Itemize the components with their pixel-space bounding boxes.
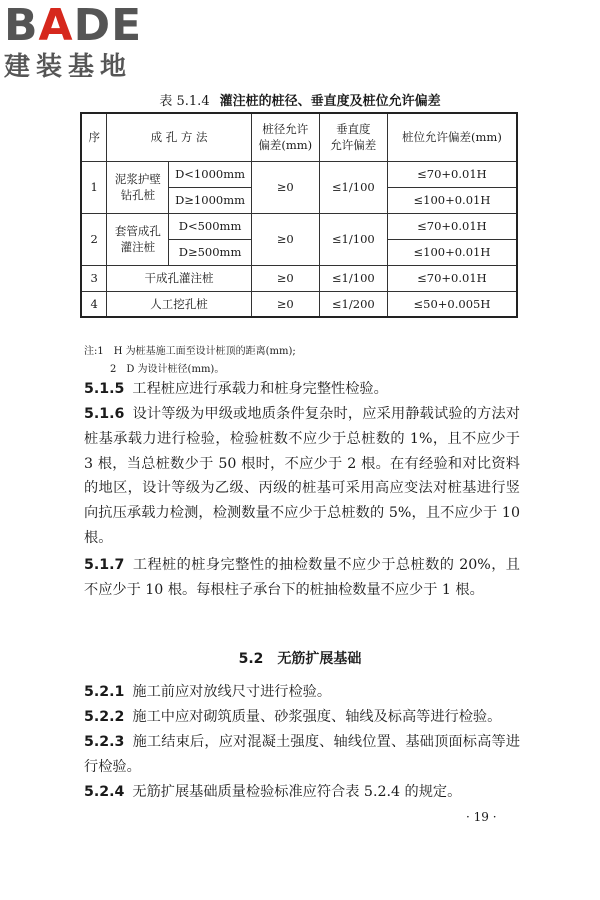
table-row <box>81 213 517 239</box>
header-position: 桩位允许偏差(mm) <box>387 113 517 161</box>
table-header-row <box>81 113 517 161</box>
cell-condition: D<1000mm <box>169 161 251 187</box>
page-number: · 19 · <box>466 810 497 824</box>
cell-verticality: ≤1/100 <box>319 265 387 291</box>
table-note-1: 注:1 H 为桩基施工面至设计桩顶的距离(mm); <box>84 346 296 357</box>
header-method: 成 孔 方 法 <box>107 113 251 161</box>
section-heading: 5.2 无筋扩展基础 <box>238 651 362 667</box>
clause-5-1-7: 5.1.7 工程桩的桩身完整性的抽检数量不应少于总桩数的 20%，且不应少于 10 根。每根柱子承台下的桩抽检数量不应少于 1 根。 <box>84 557 520 598</box>
table-caption <box>0 90 600 109</box>
cell-seq: 2 <box>81 213 107 265</box>
cell-condition: D<500mm <box>169 213 251 239</box>
cell-position: ≤70+0.01H <box>387 213 517 239</box>
cell-seq: 4 <box>81 291 107 317</box>
cell-verticality: ≤1/100 <box>319 213 387 265</box>
header-seq: 序 <box>81 113 107 161</box>
table-number: 表 5.1.4 <box>159 94 210 109</box>
cell-seq: 1 <box>81 161 107 213</box>
clause-5-2-2: 5.2.2 施工中应对砌筑质量、砂浆强度、轴线及标高等进行检验。 <box>84 709 502 725</box>
clause-5-2-3: 5.2.3 施工结束后，应对混凝土强度、轴线位置、基础顶面标高等进行检验。 <box>84 734 520 775</box>
logo-subtitle: 建装基地 <box>4 52 133 82</box>
cell-method: 套管成孔 灌注桩 <box>107 213 169 265</box>
cell-position: ≤100+0.01H <box>387 187 517 213</box>
table-row <box>81 161 517 187</box>
cell-position: ≤70+0.01H <box>387 161 517 187</box>
cell-method: 人工挖孔桩 <box>107 291 251 317</box>
header-verticality: 垂直度 允许偏差 <box>319 113 387 161</box>
cell-condition: D≥1000mm <box>169 187 251 213</box>
logo-accent-letter: A <box>38 0 74 51</box>
cell-verticality: ≤1/200 <box>319 291 387 317</box>
clause-5-2-4: 5.2.4 无筋扩展基础质量检验标准应符合表 5.2.4 的规定。 <box>84 784 462 800</box>
table-title: 灌注桩的桩径、垂直度及桩位允许偏差 <box>219 94 441 109</box>
cell-diameter: ≥0 <box>251 213 319 265</box>
cell-method: 泥浆护壁 钻孔桩 <box>107 161 169 213</box>
cell-seq: 3 <box>81 265 107 291</box>
table-row <box>81 291 517 317</box>
clause-5-1-5: 5.1.5 工程桩应进行承载力和桩身完整性检验。 <box>84 381 388 397</box>
tolerance-table <box>80 112 518 318</box>
bade-logo <box>4 2 179 86</box>
clause-5-1-6: 5.1.6 设计等级为甲级或地质条件复杂时，应采用静载试验的方法对桩基承载力进行检验，检验桩数不应少于总桩数的 1%，且不应少于 3 根，当总桩数少于 50 根时，不应少于 2 根。在有经验和对比资料的地区，设计等级为乙级、丙级的桩基可采用高应变法对桩基进行竖向抗压承载力检测，检测数量不应少于总桩数的 5%，且不应少于 10 根。 <box>84 406 520 546</box>
cell-diameter: ≥0 <box>251 265 319 291</box>
cell-method: 干成孔灌注桩 <box>107 265 251 291</box>
cell-verticality: ≤1/100 <box>319 161 387 213</box>
cell-condition: D≥500mm <box>169 239 251 265</box>
table-note-2: 2 D 为设计桩径(mm)。 <box>110 364 225 375</box>
header-diameter: 桩径允许 偏差(mm) <box>251 113 319 161</box>
cell-diameter: ≥0 <box>251 291 319 317</box>
cell-position: ≤50+0.005H <box>387 291 517 317</box>
logo-wordmark: BADE <box>4 0 143 51</box>
cell-diameter: ≥0 <box>251 161 319 213</box>
clause-5-2-1: 5.2.1 施工前应对放线尺寸进行检验。 <box>84 684 332 700</box>
cell-position: ≤70+0.01H <box>387 265 517 291</box>
cell-position: ≤100+0.01H <box>387 239 517 265</box>
table-row <box>81 265 517 291</box>
